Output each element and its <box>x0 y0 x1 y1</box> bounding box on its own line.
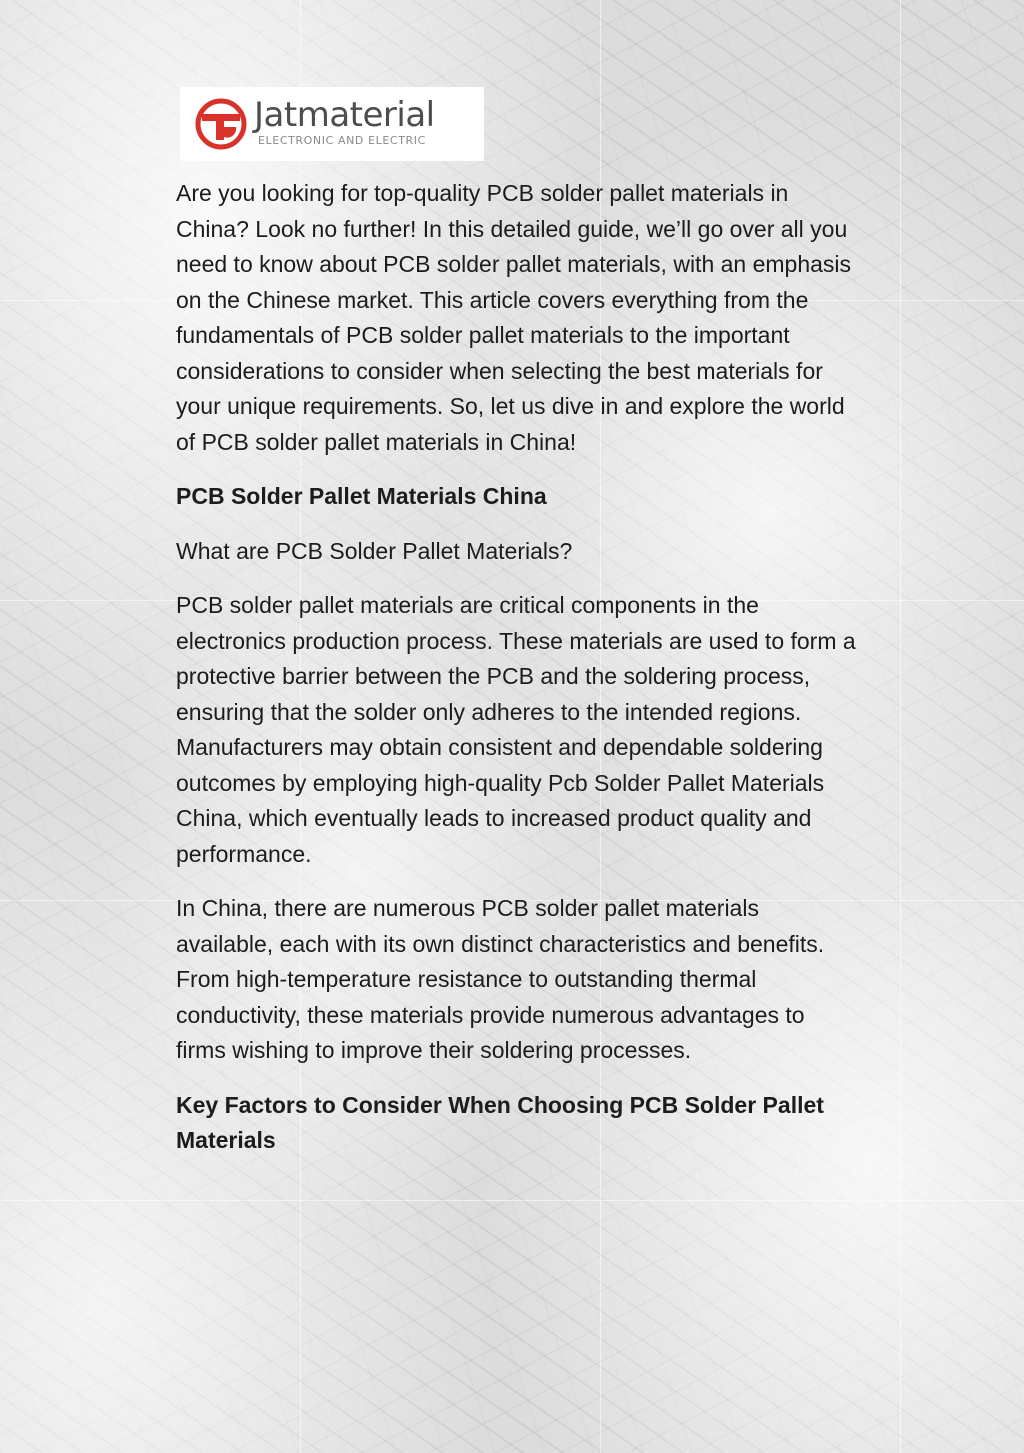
jt-monogram-logo-icon <box>194 97 248 151</box>
background-tile-seam <box>0 1200 1024 1201</box>
section-subheading: What are PCB Solder Pallet Materials? <box>176 537 573 564</box>
brand-tagline: ELECTRONIC AND ELECTRIC <box>258 134 426 147</box>
article-body <box>176 176 856 1178</box>
intro-paragraph: Are you looking for top-quality PCB solder pallet materials in China? Look no further! In this detailed guide, we’ll go over all you need to know about PCB solder pallet materials, with an emphasis on the Chinese market. This article covers everything from the fundamentals of PCB solder pallet materials to the important considerations to consider when selecting the best materials for your unique requirements. So, let us dive in and explore the world of PCB solder pallet materials in China! <box>176 180 852 455</box>
section-heading: Key Factors to Consider When Choosing PCB Solder Pallet Materials <box>176 1091 824 1153</box>
brand-name: Jatmaterial <box>254 95 435 135</box>
body-paragraph: PCB solder pallet materials are critical components in the electronics production process. These materials are used to form a protective barrier between the PCB and the soldering process, ensuring that the solder only adheres to the intended regions. Manufacturers may obtain consistent and dependable soldering outcomes by employing high-quality Pcb Solder Pallet Materials China, which eventually leads to increased product quality and performance. <box>176 592 856 867</box>
background-tile-seam <box>900 0 901 1453</box>
body-paragraph: In China, there are numerous PCB solder pallet materials available, each with its own distinct characteristics and benefits. From high-temperature resistance to outstanding thermal conductivity, these materials provide numerous advantages to firms wishing to improve their soldering processes. <box>176 895 825 1063</box>
brand-logo <box>180 87 484 161</box>
section-heading: PCB Solder Pallet Materials China <box>176 483 547 509</box>
